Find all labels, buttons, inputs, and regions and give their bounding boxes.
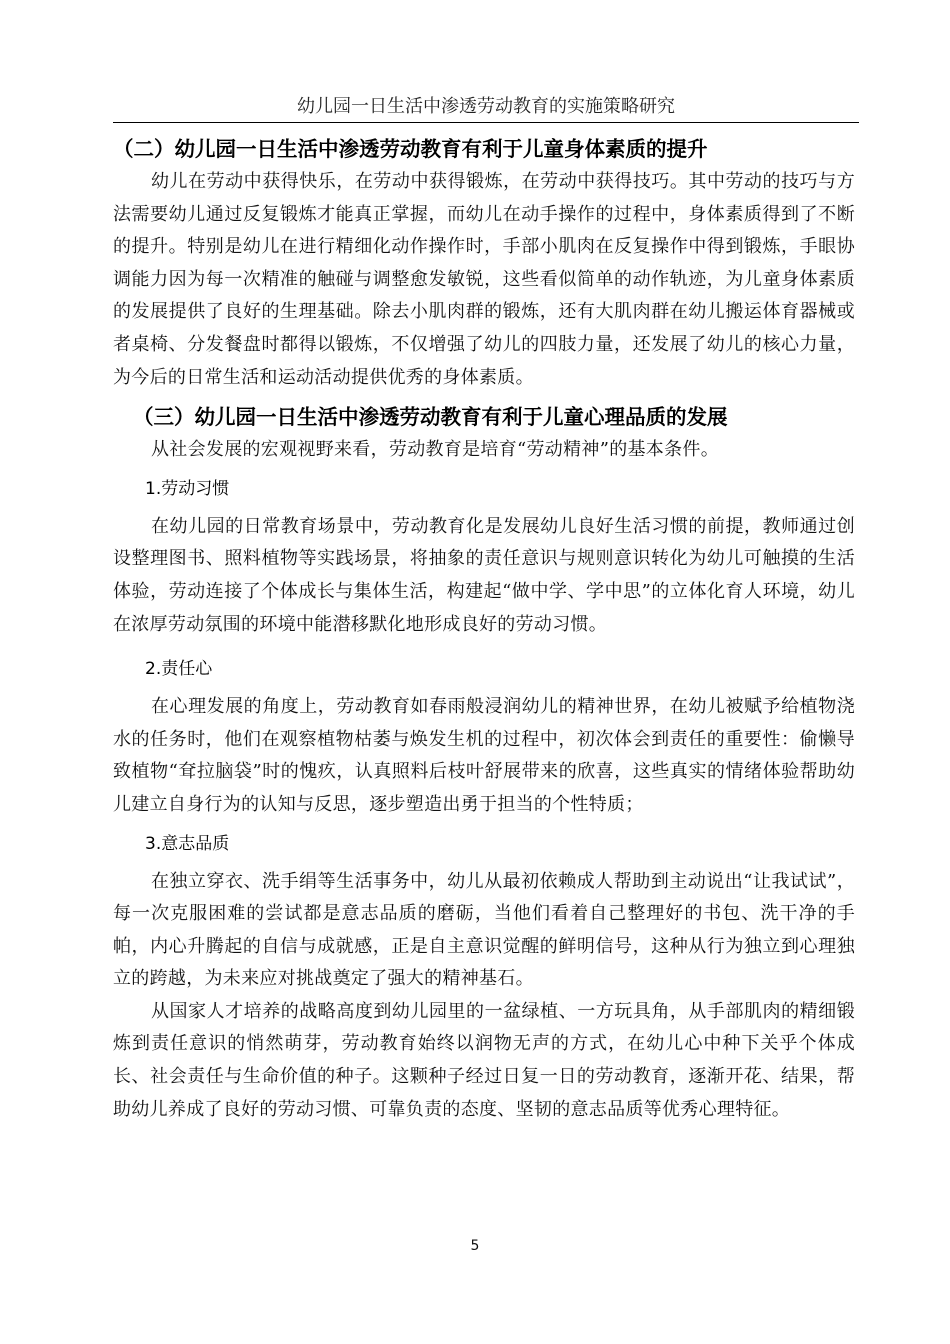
running-header: 幼儿园一日生活中渗透劳动教育的实施策略研究 bbox=[113, 96, 859, 123]
conclusion-paragraph: 从国家人才培养的战略高度到幼儿园里的一盆绿植、一方玩具角，从手部肌肉的精细锻炼到责任意识的悄然萌芽，劳动教育始终以润物无声的方式，在幼儿心中种下关乎个体成长、社会责任与生命价值的种子。这颗种子经过日复一日的劳动教育，逐渐开花、结果，帮助幼儿养成了良好的劳动习惯、可靠负责的态度、坚韧的意志品质等优秀心理特征。 bbox=[113, 1000, 855, 1120]
subsection-text-responsibility: 在心理发展的角度上，劳动教育如春雨般浸润幼儿的精神世界，在幼儿被赋予给植物浇水的任务时，他们在观察植物枯萎与焕发生机的过程中，初次体会到责任的重要性：偷懒导致植物“耷拉脑袋”时的愧疚，认真照料后枝叶舒展带来的欣喜，这些真实的情绪体验帮助幼儿建立自身行为的认知与反思，逐步塑造出勇于担当的个性特质； bbox=[113, 696, 855, 815]
body-paragraph: 幼儿在劳动中获得快乐，在劳动中获得锻炼，在劳动中获得技巧。其中劳动的技巧与方法需要幼儿通过反复锻炼才能真正掌握，而幼儿在动手操作的过程中，身体素质得到了不断的提升。特别是幼儿在进行精细化动作操作时，手部小肌肉在反复操作中得到锻炼，手眼协调能力因为每一次精准的触碰与调整愈发敏锐，这些看似简单的动作轨迹，为儿童身体素质的发展提供了良好的生理基础。除去小肌肉群的锻炼，还有大肌肉群在幼儿搬运体育器械或者桌椅、分发餐盘时都得以锻炼，不仅增强了幼儿的四肢力量，还发展了幼儿的核心力量，为今后的日常生活和运动活动提供优秀的身体素质。 bbox=[113, 171, 855, 388]
subsection-text-willpower: 在独立穿衣、洗手绢等生活事务中，幼儿从最初依赖成人帮助到主动说出“让我试试”，每一次克服困难的尝试都是意志品质的磨砺，当他们看着自己整理好的书包、洗干净的手帕，内心升腾起的自信与成就感，正是自主意识觉醒的鲜明信号，这种从行为独立到心理独立的跨越，为未来应对挑战奠定了强大的精神基石。 bbox=[113, 870, 855, 990]
section-heading-3: （三）幼儿园一日生活中渗透劳动教育有利于儿童心理品质的发展 bbox=[133, 405, 728, 430]
subsection-title-responsibility: 2.责任心 bbox=[145, 659, 213, 680]
subsection-text-habit: 在幼儿园的日常教育场景中，劳动教育化是发展幼儿良好生活习惯的前提，教师通过创设整理图书、照料植物等实践场景，将抽象的责任意识与规则意识转化为幼儿可触摸的生活体验，劳动连接了个体成长与集体生活，构建起“做中学、学中思”的立体化育人环境，幼儿在浓厚劳动氛围的环境中能潜移默化地形成良好的劳动习惯。 bbox=[113, 515, 855, 635]
section-intro: 从社会发展的宏观视野来看，劳动教育是培育“劳动精神”的基本条件。 bbox=[151, 439, 720, 461]
page-number: 5 bbox=[470, 1238, 480, 1254]
subsection-title-habit: 1.劳动习惯 bbox=[145, 478, 230, 499]
page-body bbox=[113, 132, 855, 1126]
subsection-title-willpower: 3.意志品质 bbox=[145, 833, 230, 854]
section-heading-2: （二）幼儿园一日生活中渗透劳动教育有利于儿童身体素质的提升 bbox=[113, 137, 708, 161]
